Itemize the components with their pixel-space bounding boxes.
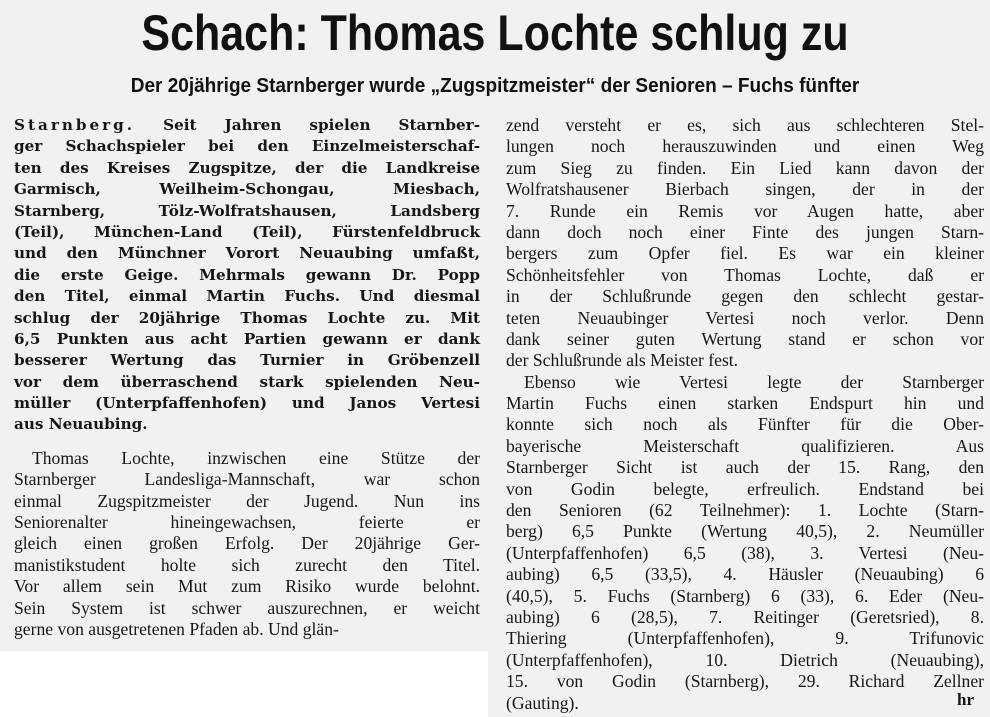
text-line: aus Neuaubing.	[14, 415, 148, 434]
text-line: Martin Fuchs einen starken Endspurt hin und	[506, 393, 984, 414]
text-line: den Senioren (62 Teilnehmer): 1. Lochte (Starn-	[506, 500, 984, 521]
right-paragraph-1	[506, 115, 984, 372]
right-column	[506, 115, 984, 714]
text-line: in der Schlußrunde gegen den schlecht gestar-	[506, 286, 984, 307]
text-line: (Unterpfaffenhofen) 6,5 (38), 3. Vertesi (Neu-	[506, 542, 984, 563]
text-line: bergers zum Opfer fiel. Es war ein kleiner	[506, 243, 984, 264]
text-line: Seniorenalter hineingewachsen, feierte er	[14, 512, 480, 533]
text-line: teten Neuaubinger Vertesi noch verlor. Denn	[506, 307, 984, 328]
text-line: besserer Wertung das Turnier in Gröbenzell	[14, 351, 480, 370]
headline: Schach: Thomas Lochte schlug zu	[141, 5, 849, 61]
text-line: Vor allem sein Mut zum Risiko wurde belohnt.	[14, 576, 480, 597]
text-line: die erste Geige. Mehrmals gewann Dr. Popp	[14, 265, 480, 284]
text-line-content: Ebenso wie Vertesi legte der Starnberger	[524, 371, 984, 392]
text-line: lungen noch herauszuwinden und einen Weg	[506, 136, 984, 157]
text-line: Wolfratshausener Bierbach singen, der in der	[506, 179, 984, 200]
right-paragraph-2	[506, 372, 984, 714]
text-line	[14, 115, 480, 136]
text-line-content: Seit Jahren spielen Starnber-	[135, 116, 480, 134]
text-line: Garmisch, Weilheim-Schongau, Miesbach,	[14, 180, 480, 199]
dateline: Starnberg.	[14, 116, 136, 134]
text-line: dank seiner guten Wertung stand er schon vor	[506, 328, 984, 349]
text-line: und den Münchner Vorort Neuaubing umfaßt,	[14, 244, 480, 263]
subheadline: Der 20jährige Starnberger wurde „Zugspitzmeister“ der Senioren – Fuchs fünfter	[130, 75, 860, 97]
text-line: Starnberg, Tölz-Wolfratshausen, Landsberg	[14, 201, 480, 220]
text-line: Sein System ist schwer auszurechnen, er weicht	[14, 597, 480, 618]
text-line: (Unterpfaffenhofen), 10. Dietrich (Neuaubing),	[506, 649, 984, 670]
text-line: berg) 6,5 Punkte (Wertung 40,5), 2. Neumüller	[506, 521, 984, 542]
text-line: dann doch noch einer Finte des jungen Starn-	[506, 221, 984, 242]
lead-paragraph	[14, 115, 480, 436]
text-line: zend versteht er es, sich aus schlechteren Stel-	[506, 115, 984, 135]
text-line: 15. von Godin (Starnberg), 29. Richard Zellner	[506, 671, 984, 692]
text-line: ten des Kreises Zugspitze, der die Landkreise	[14, 158, 480, 177]
text-line: Starnberger Landesliga-Mannschaft, war schon	[14, 469, 480, 490]
background-outside-clipping	[0, 651, 488, 717]
text-line: bayerische Meisterschaft qualifizieren. Aus	[506, 435, 984, 456]
text-line: der Schlußrunde als Meister fest.	[506, 350, 739, 371]
text-line: gerne von ausgetretenen Pfaden ab. Und glän-	[14, 618, 339, 639]
text-line: aubing) 6 (28,5), 7. Reitinger (Geretsried), 8.	[506, 606, 984, 627]
text-line-content: Thomas Lochte, inzwischen eine Stütze der	[32, 447, 480, 468]
text-line: vor dem überraschend stark spielenden Neu-	[14, 372, 480, 391]
text-line: 6,5 Punkten aus acht Partien gewann er dank	[14, 329, 480, 348]
text-line	[14, 448, 480, 469]
text-line: von Godin belegte, erfreulich. Endstand bei	[506, 478, 984, 499]
author-initials: hr	[957, 690, 974, 709]
text-line: ger Schachspieler bei den Einzelmeisterschaf-	[14, 137, 480, 156]
text-line: Schönheitsfehler von Thomas Lochte, daß er	[506, 264, 984, 285]
text-line: konnte sich noch als Fünfter für die Ober-	[506, 414, 984, 435]
left-body-paragraph	[14, 448, 480, 641]
text-line: (40,5), 5. Fuchs (Starnberg) 6 (33), 6. Eder (Neu-	[506, 585, 984, 606]
text-line: manistikstudent holte sich zurecht den Titel.	[14, 554, 480, 575]
text-line: (Gauting).	[506, 692, 579, 713]
text-line: zum Sieg zu finden. Ein Lied kann davon der	[506, 157, 984, 178]
text-line: müller (Unterpfaffenhofen) und Janos Vertesi	[14, 394, 480, 413]
text-line: schlug der 20jährige Thomas Lochte zu. Mit	[14, 308, 480, 327]
text-line: einmal Zugspitzmeister der Jugend. Nun ins	[14, 490, 480, 511]
text-line: gleich einen großen Erfolg. Der 20jährige Ger-	[14, 533, 480, 554]
left-column	[14, 115, 480, 640]
text-line: Thiering (Unterpfaffenhofen), 9. Trifunovic	[506, 628, 984, 649]
text-line: aubing) 6,5 (33,5), 4. Häusler (Neuaubing) 6	[506, 564, 984, 585]
text-line: Starnberger Sicht ist auch der 15. Rang, den	[506, 457, 984, 478]
text-line: 7. Runde ein Remis vor Augen hatte, aber	[506, 200, 984, 221]
text-line	[506, 372, 984, 393]
text-line: den Titel, einmal Martin Fuchs. Und diesmal	[14, 287, 480, 306]
text-line: (Teil), München-Land (Teil), Fürstenfeldbruck	[14, 222, 480, 241]
